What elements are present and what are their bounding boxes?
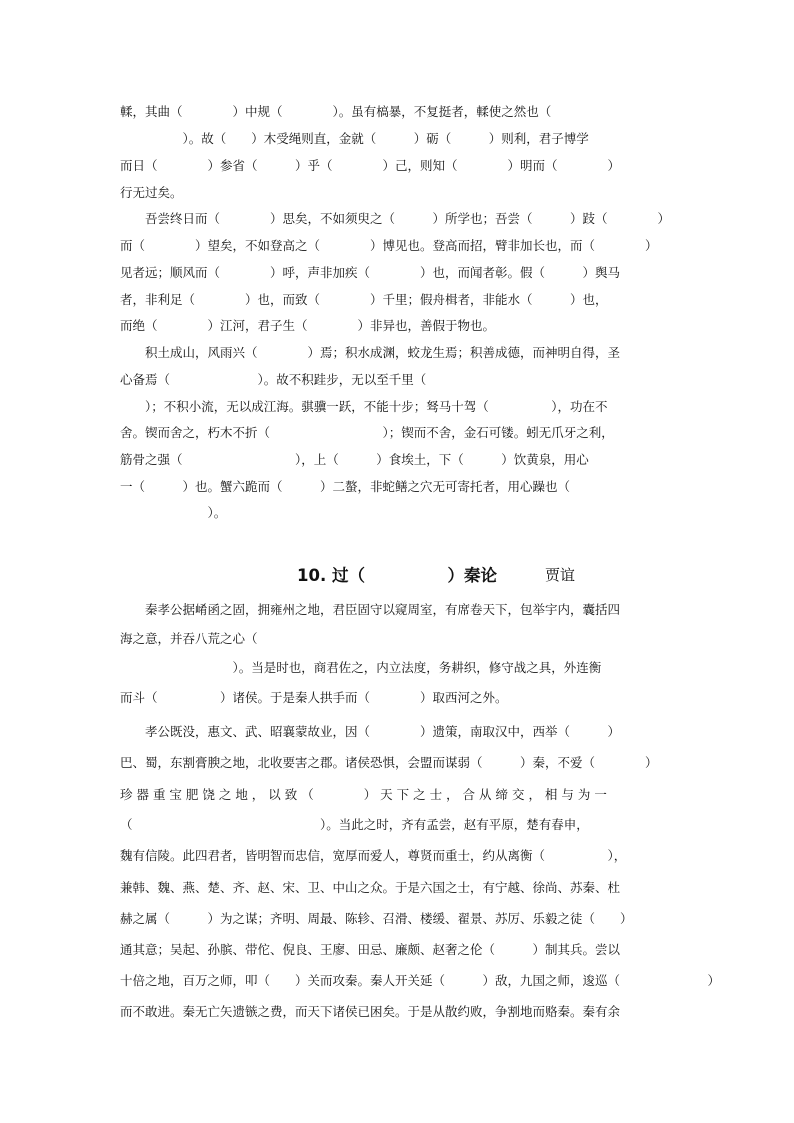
passage1-line-4: 行无过矣。 xyxy=(120,185,183,200)
passage1-line-7: 见者远；顺风而（ ）呼，声非加疾（ ）也，而闻者彰。假（ ）舆马 xyxy=(120,265,621,280)
passage1-line-10: 积土成山，风雨兴（ ）焉；积水成渊，蛟龙生焉；积善成德，而神明自得，圣 xyxy=(120,345,621,360)
passage2-line-5: 孝公既没，惠文、武、昭襄蒙故业，因（ ）遗策，南取汉中，西举（ ） xyxy=(120,724,621,739)
passage2-line-8: （ ）。当此之时，齐有孟尝，赵有平原，楚有春申， xyxy=(120,817,589,832)
passage2-line-3: ）。当是时也，商君佐之，内立法度，务耕织，修守战之具，外连衡 xyxy=(120,660,602,675)
passage2-line-9: 魏有信陵。此四君者，皆明智而忠信，宽厚而爱人，尊贤而重士，约从离衡（ ）， xyxy=(120,848,627,863)
passage1-line-2: ）。故（ ）木受绳则直，金就（ ）砺（ ）则利，君子博学 xyxy=(120,131,589,146)
passage2-line-6: 巴、蜀，东割膏腴之地，北收要害之郡。诸侯恐惧，会盟而谋弱（ ）秦，不爱（ ） xyxy=(120,755,658,770)
passage2-line-14: 而不敢进。秦无亡矢遗镞之费，而天下诸侯已困矣。于是从散约败，争割地而赂秦。秦有余 xyxy=(120,1004,621,1019)
passage1-line-12: ）；不积小流，无以成江海。骐骥一跃，不能十步；驽马十驾（ ），功在不 xyxy=(120,399,608,414)
passage2-line-13: 十倍之地，百万之师，叩（ ）关而攻秦。秦人开关延（ ）敌，九国之师，逡巡（ ） xyxy=(120,973,721,988)
passage2-line-2: 海之意，并吞八荒之心（ xyxy=(120,631,258,646)
passage1-line-16: ）。 xyxy=(120,505,227,520)
passage1-line-5: 吾尝终日而（ ）思矣，不如须臾之（ ）所学也；吾尝（ ）跂（ ） xyxy=(120,211,671,226)
passage1-line-11: 心备焉（ ）。故不积跬步，无以至千里（ xyxy=(120,372,427,387)
section-title-author: 贾谊 xyxy=(545,566,576,584)
passage1-line-14: 筋骨之强（ ），上（ ）食埃土，下（ ）饮黄泉，用心 xyxy=(120,452,589,467)
section-title-main: 10. 过（ ）秦论 xyxy=(297,566,497,585)
passage1-line-6: 而（ ）望矣，不如登高之（ ）博见也。登高而招，臂非加长也，而（ ） xyxy=(120,238,658,253)
passage2-line-11: 赫之属（ ）为之谋；齐明、周最、陈轸、召滑、楼缓、翟景、苏厉、乐毅之徒（ ） xyxy=(120,911,633,926)
passage2-line-12: 通其意；吴起、孙膑、带佗、倪良、王廖、田忌、廉颇、赵奢之伦（ ）制其兵。尝以 xyxy=(120,942,621,957)
passage2-line-10: 兼韩、魏、燕、楚、齐、赵、宋、卫、中山之众。于是六国之士，有宁越、徐尚、苏秦、杜 xyxy=(120,880,621,895)
passage2-line-7: 珍 器 重 宝 肥 饶 之 地 ， 以 致 （ ） 天 下 之 士 ， 合 从 缔 交 ， 相 与 为 一 xyxy=(120,787,607,802)
passage1-line-1: 輮，其曲（ ）中规（ ）。虽有槁暴，不复挺者，輮使之然也（ xyxy=(120,104,552,119)
passage2-line-4: 而斗（ ）诸侯。于是秦人拱手而（ ）取西河之外。 xyxy=(120,690,508,705)
passage1-line-8: 者，非利足（ ）也，而致（ ）千里；假舟楫者，非能水（ ）也， xyxy=(120,292,608,307)
passage1-line-9: 而绝（ ）江河，君子生（ ）非异也，善假于物也。 xyxy=(120,318,496,333)
passage1-line-13: 舍。锲而舍之，朽木不折（ ）；锲而不舍，金石可镂。蚓无爪牙之利， xyxy=(120,425,614,440)
section-title xyxy=(0,562,794,584)
passage2-line-1: 秦孝公据崤函之固，拥雍州之地，君臣固守以窥周室，有席卷天下，包举宇内，囊括四 xyxy=(120,602,621,617)
passage1-line-3: 而日（ ）参省（ ）乎（ ）己，则知（ ）明而（ ） xyxy=(120,158,621,173)
passage1-line-15: 一（ ）也。蟹六跪而（ ）二螯，非蛇鳝之穴无可寄托者，用心躁也（ xyxy=(120,479,571,494)
